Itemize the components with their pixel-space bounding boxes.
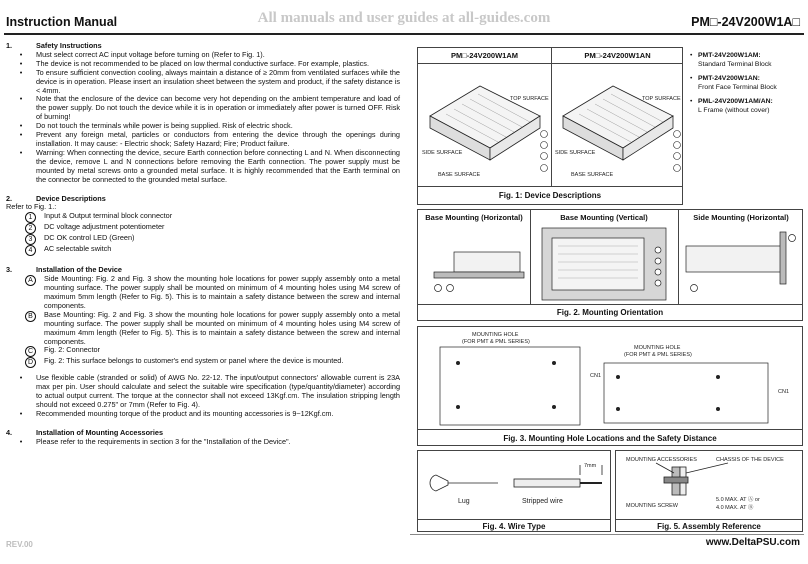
strip-dimension: 7mm bbox=[584, 463, 597, 469]
list-item: Standard Terminal Block bbox=[698, 60, 772, 68]
mounting-hole-label-b: MOUNTING HOLE bbox=[472, 332, 519, 338]
page-header bbox=[0, 0, 808, 40]
fig4-frame bbox=[417, 450, 611, 532]
section-2-heading: 2. Device Descriptions bbox=[6, 193, 106, 203]
assembly-reference-illustration bbox=[616, 451, 804, 519]
list-item: • To ensure sufficient convection cooling, always maintain a distance of ≥ 20mm from ventilated surfaces while the device is in operation. Please insert an insulation sheet between the system and product, if the safety distance is < 4mm. bbox=[19, 67, 400, 95]
cn1-label-right: CN1 bbox=[778, 389, 790, 395]
section-4-heading: 4. Installation of Mounting Accessories bbox=[6, 428, 164, 437]
fig3-frame bbox=[417, 326, 803, 446]
mounting-orientation-illustration bbox=[418, 210, 804, 304]
fig4-caption: Fig. 4. Wire Type bbox=[482, 522, 546, 531]
max-a-label: 5.0 MAX. AT Ⓐ or bbox=[716, 497, 760, 503]
list-item: • Must select correct AC input voltage before turning on (Refer to Fig. 1). bbox=[19, 49, 265, 59]
base-surface-label: BASE SURFACE bbox=[438, 172, 481, 178]
top-surface-label: TOP SURFACE bbox=[510, 96, 549, 102]
fig2-frame bbox=[417, 209, 803, 321]
mounting-hole-sub-b: (FOR PMT & PML SERIES) bbox=[462, 339, 530, 345]
screw-label: MOUNTING SCREW bbox=[626, 503, 678, 509]
fig2-base-vertical-title: Base Mounting (Vertical) bbox=[560, 213, 648, 222]
list-item: 3 DC OK control LED (Green) bbox=[6, 234, 404, 245]
list-item: • PMT-24V200W1AN: bbox=[690, 75, 760, 82]
list-item: 2 DC voltage adjustment potentiometer bbox=[6, 223, 404, 234]
list-item: 1 Input & Output terminal block connector bbox=[6, 212, 404, 223]
device-illustration bbox=[418, 48, 684, 186]
document-title: Instruction Manual bbox=[6, 15, 118, 29]
model-number: PM□-24V200W1A□ bbox=[691, 15, 800, 29]
fig5-caption: Fig. 5. Assembly Reference bbox=[657, 522, 761, 531]
accessories-label: MOUNTING ACCESSORIES bbox=[626, 457, 697, 463]
list-item: D Fig. 2: This surface belongs to customer's end system or panel where the device is mounted. bbox=[6, 357, 404, 368]
list-item: Front Face Terminal Block bbox=[698, 83, 777, 91]
mounting-hole-diagram bbox=[418, 327, 804, 429]
list-item: A Side Mounting: Fig. 2 and Fig. 3 show the mounting hole locations for power supply assembly onto a metal mounting surface. The power supply shall be mounted on minimum of 4 mounting holes using M4 screw of maximum 5mm length (Refer to Fig. 5). This is to maintain a safety distance between the screw and internal components. bbox=[6, 275, 404, 311]
side-surface-label: SIDE SURFACE bbox=[555, 150, 596, 156]
list-item: • PML-24V200W1AM/AN: bbox=[690, 98, 773, 105]
chassis-label: CHASSIS OF THE DEVICE bbox=[716, 457, 784, 463]
top-surface-label: TOP SURFACE bbox=[642, 96, 681, 102]
list-item: • Prevent any foreign metal, particles or conductors from entering the device through the openings during installation. It may cause: - Electric shock; Safety Hazard; Fire; Product failure. bbox=[19, 130, 400, 148]
cn1-label-left: CN1 bbox=[590, 373, 602, 379]
fig5-frame bbox=[615, 450, 803, 532]
wire-type-illustration bbox=[418, 451, 612, 519]
fig1-model-list bbox=[690, 52, 802, 115]
list-item: B Base Mounting: Fig. 2 and Fig. 3 show the mounting hole locations for power supply assembly onto a metal mounting surface. The power supply shall be mounted on minimum of 4 mounting holes using M4 screw of maximum 4mm length (Refer to Fig. 5). This is to maintain a safety distance between the screw and internal components. bbox=[6, 311, 404, 347]
stripped-wire-label: Stripped wire bbox=[522, 498, 563, 505]
instructions-column bbox=[6, 42, 404, 532]
section-1-heading: 1. Safety Instructions bbox=[6, 41, 102, 50]
list-item: • Recommended mounting torque of the product and its mounting accessories is 9~12Kgf.cm. bbox=[19, 409, 334, 419]
base-surface-label: BASE SURFACE bbox=[571, 172, 614, 178]
mounting-hole-sub-a: (FOR PMT & PML SERIES) bbox=[624, 352, 692, 358]
refer-note: Refer to Fig. 1.: bbox=[6, 202, 57, 212]
fig3-caption: Fig. 3. Mounting Hole Locations and the Safety Distance bbox=[503, 434, 717, 443]
fig1-caption: Fig. 1: Device Descriptions bbox=[498, 191, 602, 200]
mounting-hole-label-a: MOUNTING HOLE bbox=[634, 345, 681, 351]
fig1-frame bbox=[417, 47, 683, 205]
list-item: C Fig. 2: Connector bbox=[6, 346, 404, 357]
max-b-label: 4.0 MAX. AT Ⓑ bbox=[716, 505, 754, 511]
fig2-base-horizontal-title: Base Mounting (Horizontal) bbox=[425, 213, 523, 222]
revision: REV.00 bbox=[6, 540, 33, 549]
fig2-side-horizontal-title: Side Mounting (Horizontal) bbox=[693, 213, 789, 222]
watermark: All manuals and user guides at all-guides.com bbox=[257, 10, 551, 26]
fig2-caption: Fig. 2. Mounting Orientation bbox=[556, 308, 664, 317]
list-item: • Use flexible cable (stranded or solid) of AWG No. 22-12. The input/output connectors' allowable current is 23A max per pin. User should calculate and select the suitable wire specification (type/quantity/diameter) according to actual output current. The torque at the connector shall not exceed 13Kgf.cm. The insulation stripping length should not exceed 0.275" or 7mm (Refer to Fig. 4). bbox=[19, 373, 400, 410]
list-item: 4 AC selectable switch bbox=[6, 245, 404, 256]
list-item: • Note that the enclosure of the device can become very hot depending on the ambient temperature and load of the power supply. Do not touch the device while it is in operation or immediately after power is turned OFF. Risk of burning! bbox=[19, 94, 400, 122]
website-link[interactable]: www.DeltaPSU.com bbox=[705, 537, 800, 548]
list-item: • Do not touch the terminals while power is being supplied. Risk of electric shock. bbox=[19, 121, 293, 131]
fig1-col1-title: PM□-24V200W1AM bbox=[450, 51, 519, 60]
fig1-col2-title: PM□-24V200W1AN bbox=[584, 51, 651, 60]
lug-label: Lug bbox=[458, 498, 470, 505]
list-item: • The device is not recommended to be placed on low thermal conductive surface. For example, plastics. bbox=[19, 58, 369, 68]
header-rule bbox=[4, 33, 804, 35]
list-item: • Warning: When connecting the device, secure Earth connection before connecting L and N. When disconnecting the device, remove L and N connections before removing the Earth connection. The power supply must be mounted by metal screws onto a grounded metal surface. It is highly recommended that the Earth terminal on the connector be connected to the grounded metal surface. bbox=[19, 147, 400, 184]
footer-rule bbox=[410, 534, 804, 535]
list-item: L Frame (without cover) bbox=[698, 106, 770, 114]
section-3-heading: 3. Installation of the Device bbox=[6, 265, 122, 275]
side-surface-label: SIDE SURFACE bbox=[422, 150, 463, 156]
list-item: • Please refer to the requirements in section 3 for the "Installation of the Device". bbox=[19, 436, 291, 446]
list-item: • PMT-24V200W1AM: bbox=[690, 52, 761, 59]
